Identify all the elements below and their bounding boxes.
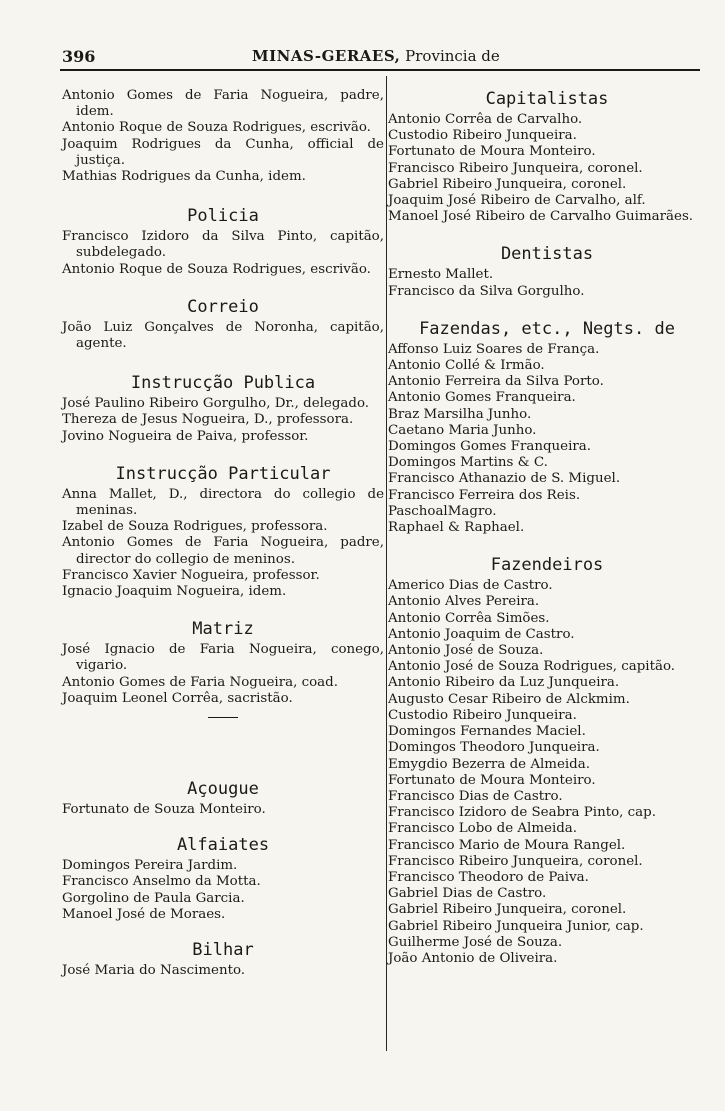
running-title xyxy=(252,47,500,65)
header-rule xyxy=(60,69,700,71)
directory-entry: Antonio Gomes de Faria Nogueira, padre, director do collegio de meninos. xyxy=(62,535,384,567)
directory-entry: Francisco Izidoro de Seabra Pinto, cap. xyxy=(388,805,656,821)
section-acougue xyxy=(62,778,384,818)
section-heading: Açougue xyxy=(187,779,259,800)
directory-entry: Gabriel Ribeiro Junqueira, coronel. xyxy=(388,176,627,192)
directory-entry: Domingos Theodoro Junqueira. xyxy=(388,740,600,756)
directory-entry: Gorgolino de Paula Garcia. xyxy=(62,890,245,906)
section-heading: Instrucção Publica xyxy=(130,373,316,394)
directory-entry: Caetano Maria Junho. xyxy=(388,422,537,438)
directory-entry: José Maria do Nascimento. xyxy=(62,963,246,979)
running-title-sub: Provincia de xyxy=(405,47,500,65)
directory-entry: Manoel José Ribeiro de Carvalho Guimarães. xyxy=(388,209,694,225)
directory-entry: Francisco Lobo de Almeida. xyxy=(388,821,578,837)
section-fazendas-etc-negts-de xyxy=(388,318,706,536)
directory-entry: Antonio Roque de Souza Rodrigues, escrivão. xyxy=(62,120,371,136)
section-fazendeiros xyxy=(388,554,706,967)
directory-entry: Antonio Joaquim de Castro. xyxy=(388,626,575,642)
section-heading: Matriz xyxy=(192,619,254,640)
directory-entry: Affonso Luiz Soares de França. xyxy=(388,341,600,357)
page-header xyxy=(62,47,700,69)
directory-entry: Raphael & Raphael. xyxy=(388,520,525,536)
directory-entry: Joaquim Leonel Corrêa, sacristão. xyxy=(62,690,293,706)
directory-entry: Antonio José de Souza Rodrigues, capitão. xyxy=(388,659,676,675)
running-title-main: MINAS-GERAES, xyxy=(252,47,401,65)
section-rule xyxy=(208,717,238,718)
directory-entry: Francisco Theodoro de Paiva. xyxy=(388,869,589,885)
section-heading: Fazendas, etc., Negts. de xyxy=(419,318,675,339)
section-instruccao-publica xyxy=(62,372,384,445)
page-number: 396 xyxy=(62,47,96,66)
directory-entry: PaschoalMagro. xyxy=(388,503,497,519)
directory-entry: Mathias Rodrigues da Cunha, idem. xyxy=(62,169,306,185)
directory-entry: Joaquim Rodrigues da Cunha, official de justiça. xyxy=(62,136,384,168)
directory-entry: Thereza de Jesus Nogueira, D., professora. xyxy=(62,412,354,428)
directory-entry: Antonio Gomes Franqueira. xyxy=(388,390,576,406)
section-heading: Instrucção Particular xyxy=(115,463,331,484)
section-heading: Correio xyxy=(187,296,259,317)
directory-entry: Domingos Gomes Franqueira. xyxy=(388,439,592,455)
section-bilhar xyxy=(62,939,384,979)
section-heading: Alfaiates xyxy=(176,835,270,856)
directory-entry: Francisco Athanazio de S. Miguel. xyxy=(388,471,621,487)
directory-entry: Custodio Ribeiro Junqueira. xyxy=(388,707,577,723)
directory-entry: Izabel de Souza Rodrigues, professora. xyxy=(62,519,328,535)
directory-entry: Gabriel Dias de Castro. xyxy=(388,886,547,902)
directory-entry: Antonio Corrêa de Carvalho. xyxy=(388,112,583,127)
section-dentistas xyxy=(388,243,706,299)
directory-entry: Antonio Roque de Souza Rodrigues, escrivão. xyxy=(62,261,371,277)
directory-entry: Braz Marsilha Junho. xyxy=(388,406,532,422)
directory-entry: Antonio Corrêa Simões. xyxy=(388,610,550,626)
directory-entry: Francisco Izidoro da Silva Pinto, capitão, subdelegado. xyxy=(62,229,384,261)
section-policia xyxy=(62,205,384,278)
directory-entry: Custodio Ribeiro Junqueira. xyxy=(388,128,577,144)
left-column xyxy=(62,88,384,979)
directory-entry: Augusto Cesar Ribeiro de Alckmim. xyxy=(388,691,630,707)
directory-entry: Antonio Alves Pereira. xyxy=(388,594,540,610)
directory-entry: Antonio José de Souza. xyxy=(388,643,544,659)
section-heading: Fazendeiros xyxy=(490,555,604,576)
directory-entry: Ernesto Mallet. xyxy=(388,267,494,283)
directory-entry: Guilherme José de Souza. xyxy=(388,934,563,950)
directory-entry: Gabriel Ribeiro Junqueira Junior, cap. xyxy=(388,918,644,934)
directory-entry: Fortunato de Moura Monteiro. xyxy=(388,772,596,788)
directory-entry: Domingos Fernandes Maciel. xyxy=(388,724,586,740)
directory-entry: Manoel José de Moraes. xyxy=(62,906,226,922)
directory-entry: Francisco Ferreira dos Reis. xyxy=(388,487,581,503)
section-instruccao-particular xyxy=(62,463,384,600)
directory-entry: Antonio Ribeiro da Luz Junqueira. xyxy=(388,675,620,691)
directory-entry: Francisco da Silva Gorgulho. xyxy=(388,283,585,299)
directory-entry: João Luiz Gonçalves de Noronha, capitão, agente. xyxy=(62,319,384,352)
directory-entry: Ignacio Joaquim Nogueira, idem. xyxy=(62,584,287,600)
directory-entry: Antonio Ferreira da Silva Porto. xyxy=(388,374,604,390)
section-heading: Dentistas xyxy=(500,244,594,265)
column-divider xyxy=(386,76,387,1051)
section-heading: Capitalistas xyxy=(485,89,609,109)
directory-entry: Fortunato de Souza Monteiro. xyxy=(62,802,266,818)
directory-entry: Domingos Pereira Jardim. xyxy=(62,858,238,874)
section-correio xyxy=(62,296,384,352)
directory-entry: Francisco Ribeiro Junqueira, coronel. xyxy=(388,160,643,176)
directory-entry: Antonio Collé & Irmão. xyxy=(388,358,545,374)
right-column xyxy=(388,88,706,967)
directory-entry: Francisco Anselmo da Motta. xyxy=(62,874,261,890)
directory-entry: Anna Mallet, D., directora do collegio de meninas. xyxy=(62,486,384,519)
section-matriz xyxy=(62,618,384,718)
directory-entry: Emygdio Bezerra de Almeida. xyxy=(388,756,590,772)
section-continued xyxy=(62,88,384,185)
directory-entry: Domingos Martins & C. xyxy=(388,455,548,471)
section-heading: Policia xyxy=(187,206,259,227)
directory-entry: José Ignacio de Faria Nogueira, conego, vigario. xyxy=(62,642,384,674)
directory-entry: Fortunato de Moura Monteiro. xyxy=(388,144,596,160)
directory-entry: Francisco Xavier Nogueira, professor. xyxy=(62,567,320,583)
directory-entry: João Antonio de Oliveira. xyxy=(388,950,558,966)
directory-entry: José Paulino Ribeiro Gorgulho, Dr., delegado. xyxy=(62,396,370,412)
directory-entry: Francisco Ribeiro Junqueira, coronel. xyxy=(388,853,643,869)
directory-entry: Francisco Mario de Moura Rangel. xyxy=(388,837,626,853)
directory-entry: Gabriel Ribeiro Junqueira, coronel. xyxy=(388,902,627,918)
directory-entry: Antonio Gomes de Faria Nogueira, coad. xyxy=(62,674,338,690)
directory-entry: Joaquim José Ribeiro de Carvalho, alf. xyxy=(388,193,646,209)
directory-entry: Francisco Dias de Castro. xyxy=(388,788,563,804)
section-capitalistas xyxy=(388,88,706,225)
directory-entry: Americo Dias de Castro. xyxy=(388,578,553,594)
directory-entry: Antonio Gomes de Faria Nogueira, padre, idem. xyxy=(62,88,384,120)
section-alfaiates xyxy=(62,834,384,923)
section-heading: Bilhar xyxy=(192,940,254,961)
directory-entry: Jovino Nogueira de Paiva, professor. xyxy=(62,428,309,444)
